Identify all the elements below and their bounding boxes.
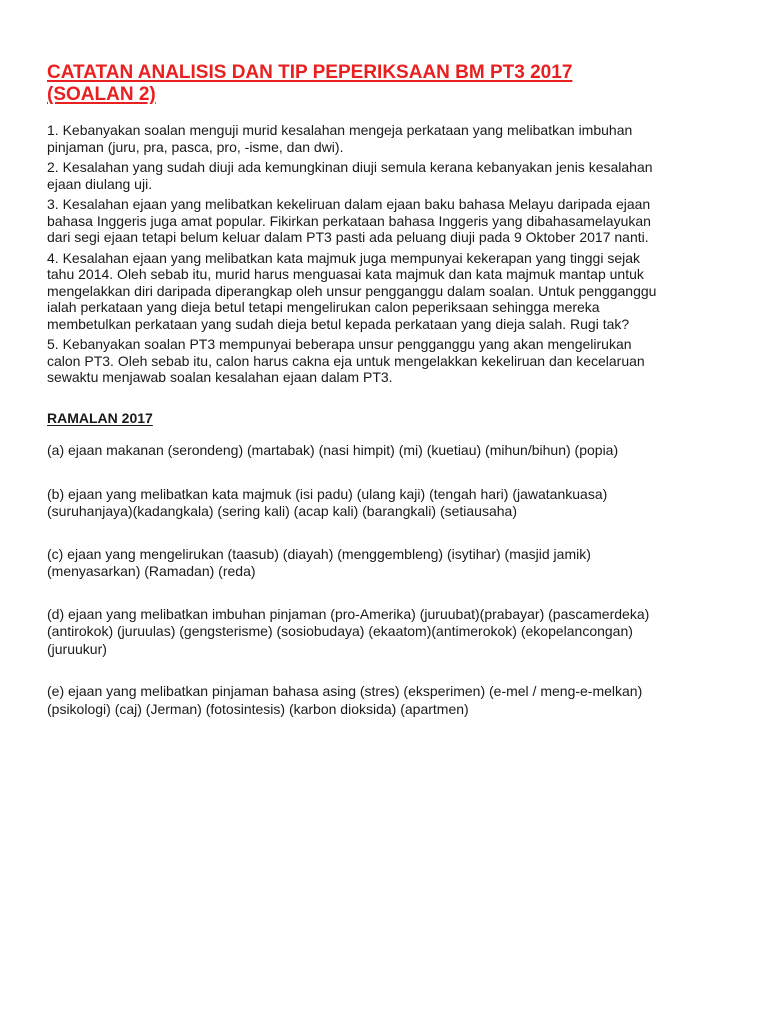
prediction-a: (a) ejaan makanan (serondeng) (martabak) (nasi himpit) (mi) (kuetiau) (mihun/bihun) (popia) <box>47 442 619 458</box>
title-line-1: CATATAN ANALISIS DAN TIP PEPERIKSAAN BM PT3 2017 <box>47 62 573 83</box>
analysis-notes <box>47 122 737 386</box>
predictions-list <box>47 442 737 718</box>
prediction-b: (b) ejaan yang melibatkan kata majmuk (isi padu) (ulang kaji) (tengah hari) (jawatankuasa) (suruhanjaya)(kadangkala) (sering kali) (acap kali) (barangkali) (setiausaha) <box>47 485 608 519</box>
note-2: 2. Kesalahan yang sudah diuji ada kemungkinan diuji semula kerana kebanyakan jenis kesalahan ejaan diulang uji. <box>47 159 653 192</box>
document-title <box>47 62 737 106</box>
predictions-heading: RAMALAN 2017 <box>47 409 153 426</box>
prediction-d: (d) ejaan yang melibatkan imbuhan pinjaman (pro-Amerika) (juruubat)(prabayar) (pascamerdeka) (antirokok) (juruulas) (gengsterisme) (sosiobudaya) (ekaatom)(antimerokok) (ekopelancongan) (juruukur) <box>47 605 650 657</box>
note-1: 1. Kebanyakan soalan menguji murid kesalahan mengeja perkataan yang melibatkan imbuhan pinjaman (juru, pra, pasca, pro, -isme, dan dwi). <box>47 122 633 155</box>
note-4: 4. Kesalahan ejaan yang melibatkan kata majmuk juga mempunyai kekerapan yang tinggi sejak tahu 2014. Oleh sebab itu, murid harus menguasai kata majmuk dan kata majmuk mantap untuk mengelakkan diri daripada diperangkap oleh unsur pengganggu dalam soalan. Untuk pengganggu ialah perkataan yang dieja betul tetapi mengelirukan calon peperiksaan sehingga mereka membetulkan perkataan yang sudah dieja betul kepada perkataan yang dieja salah. Rugi tak? <box>47 249 657 332</box>
title-line-2: (SOALAN 2) <box>47 84 156 105</box>
prediction-c: (c) ejaan yang mengelirukan (taasub) (diayah) (menggembleng) (isytihar) (masjid jamik) (menyasarkan) (Ramadan) (reda) <box>47 545 591 579</box>
prediction-e: (e) ejaan yang melibatkan pinjaman bahasa asing (stres) (eksperimen) (e-mel / meng-e-melkan) (psikologi) (caj) (Jerman) (fotosintesis) (karbon dioksida) (apartmen) <box>47 683 643 717</box>
note-3: 3. Kesalahan ejaan yang melibatkan kekeliruan dalam ejaan baku bahasa Melayu daripada ejaan bahasa Inggeris juga amat popular. Fikirkan perkataan bahasa Inggeris yang dibahasamelayukan dari segi ejaan tetapi belum keluar dalam PT3 pasti ada peluang diuji pada 9 Oktober 2017 nanti. <box>47 196 651 245</box>
note-5: 5. Kebanyakan soalan PT3 mempunyai beberapa unsur pengganggu yang akan mengelirukan calon PT3. Oleh sebab itu, calon harus cakna eja untuk mengelakkan kekeliruan dan kecelaruan sewaktu menjawab soalan kesalahan ejaan dalam PT3. <box>47 336 645 385</box>
document-page <box>47 62 737 732</box>
